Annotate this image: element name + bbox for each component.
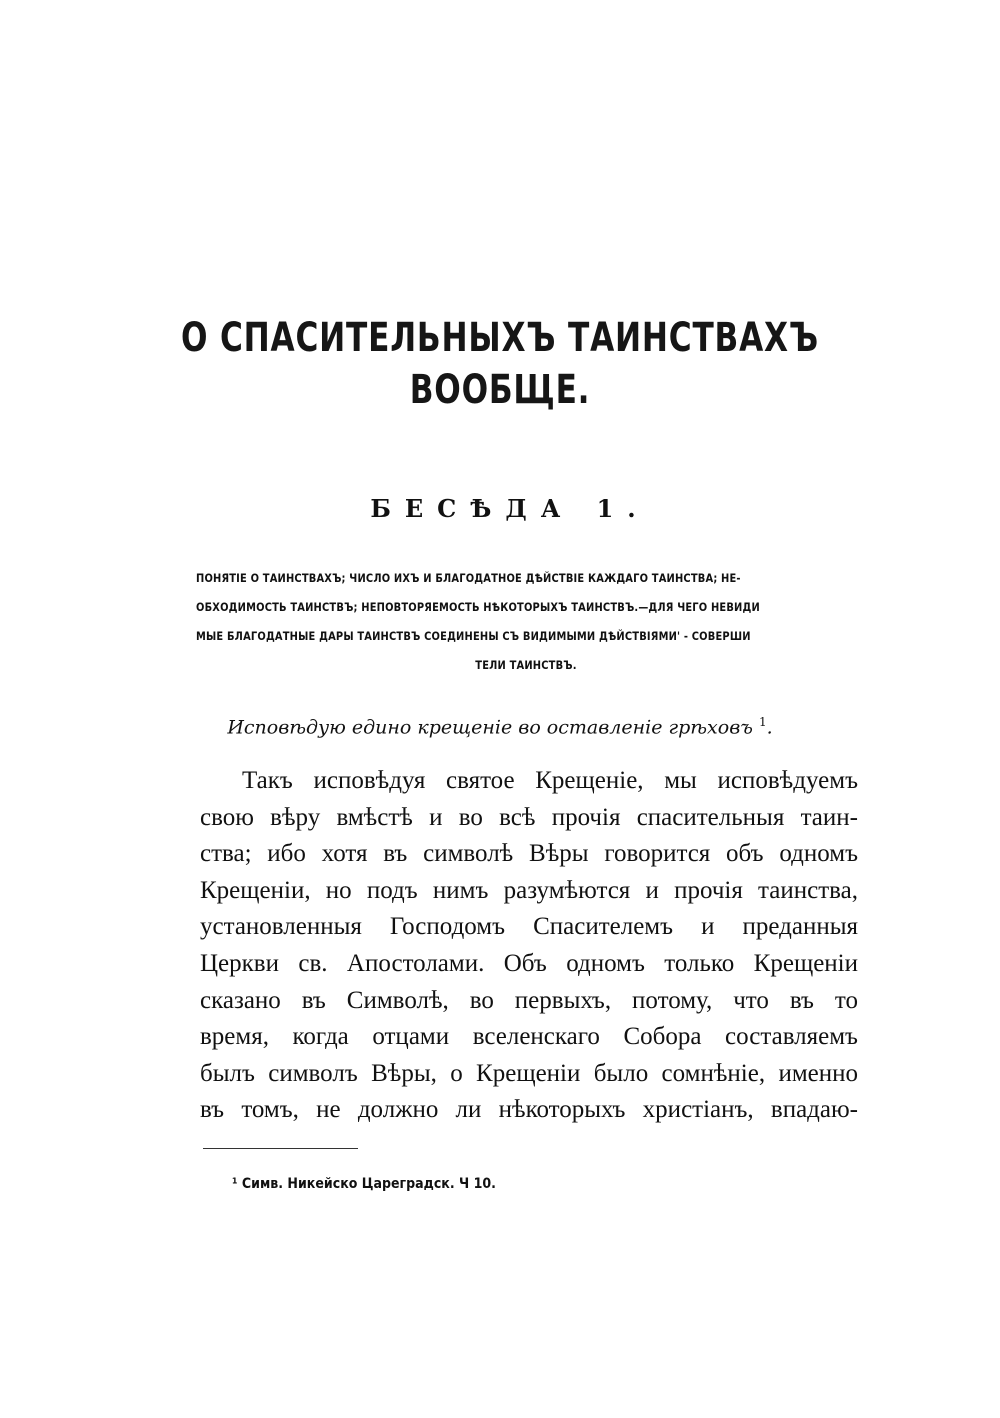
footnote: ¹ Симв. Никейско Цареградск. Ч 10. xyxy=(232,1176,496,1192)
body-line: сказано въ Символѣ, во первыхъ, потому, что въ то xyxy=(200,986,858,1014)
body-line: ства; ибо хотя въ символѣ Вѣры говорится объ одномъ xyxy=(200,840,858,868)
chapter-title-line-1: О СПАСИТЕЛЬНЫХЪ ТАИНСТВАХЪ xyxy=(181,315,819,361)
section-heading: БЕСѢДА 1. xyxy=(370,494,650,523)
footnote-marker: 1 xyxy=(758,715,767,729)
body-line: Церкви св. Апостолами. Объ одномъ только Крещенiи xyxy=(200,949,858,977)
summary-line: ПОНЯТIЕ О ТАИНСТВАХЪ; ЧИСЛО ИХЪ И БЛАГОДАТНОЕ ДѢЙСТВIЕ КАЖДАГО ТАИНСТВА; НЕ- xyxy=(196,571,741,585)
summary-line: ОБХОДИМОСТЬ ТАИНСТВЪ; НЕПОВТОРЯЕМОСТЬ НѢКОТОРЫХЪ ТАИНСТВЪ.—ДЛЯ ЧЕГО НЕВИДИ xyxy=(196,600,760,614)
chapter-title-line-2: ВООБЩЕ. xyxy=(409,367,591,413)
epigraph xyxy=(0,708,1000,741)
epigraph-text: Исповѣдую едино крещенiе во оставленiе грѣховъ xyxy=(227,716,753,739)
summary-line: ТЕЛИ ТАИНСТВЪ. xyxy=(475,658,577,672)
body-line: въ томъ, не должно ли нѣкоторыхъ христiанъ, впадаю- xyxy=(200,1096,858,1124)
body-line: установленныя Господомъ Спасителемъ и преданныя xyxy=(200,913,858,941)
epigraph-end: . xyxy=(766,716,773,739)
footnote-divider xyxy=(203,1148,358,1149)
body-line: былъ символъ Вѣры, о Крещенiи было сомнѣнiе, именно xyxy=(200,1059,858,1087)
body-paragraph xyxy=(200,763,858,1129)
body-line: свою вѣру вмѣстѣ и во всѣ прочiя спасительныя таин- xyxy=(200,803,858,831)
summary-line: МЫЕ БЛАГОДАТНЫЕ ДАРЫ ТАИНСТВЪ СОЕДИНЕНЫ СЪ ВИДИМЫМИ ДѢЙСТВIЯМИ' - СОВЕРШИ xyxy=(196,629,751,643)
body-line: время, когда отцами вселенскаго Собора составляемъ xyxy=(200,1023,858,1051)
section-summary xyxy=(196,568,856,684)
body-line: Такъ исповѣдуя святое Крещенiе, мы исповѣдуемъ xyxy=(242,767,858,794)
body-line: Крещенiи, но подъ нимъ разумѣются и прочiя таинства, xyxy=(200,876,858,904)
